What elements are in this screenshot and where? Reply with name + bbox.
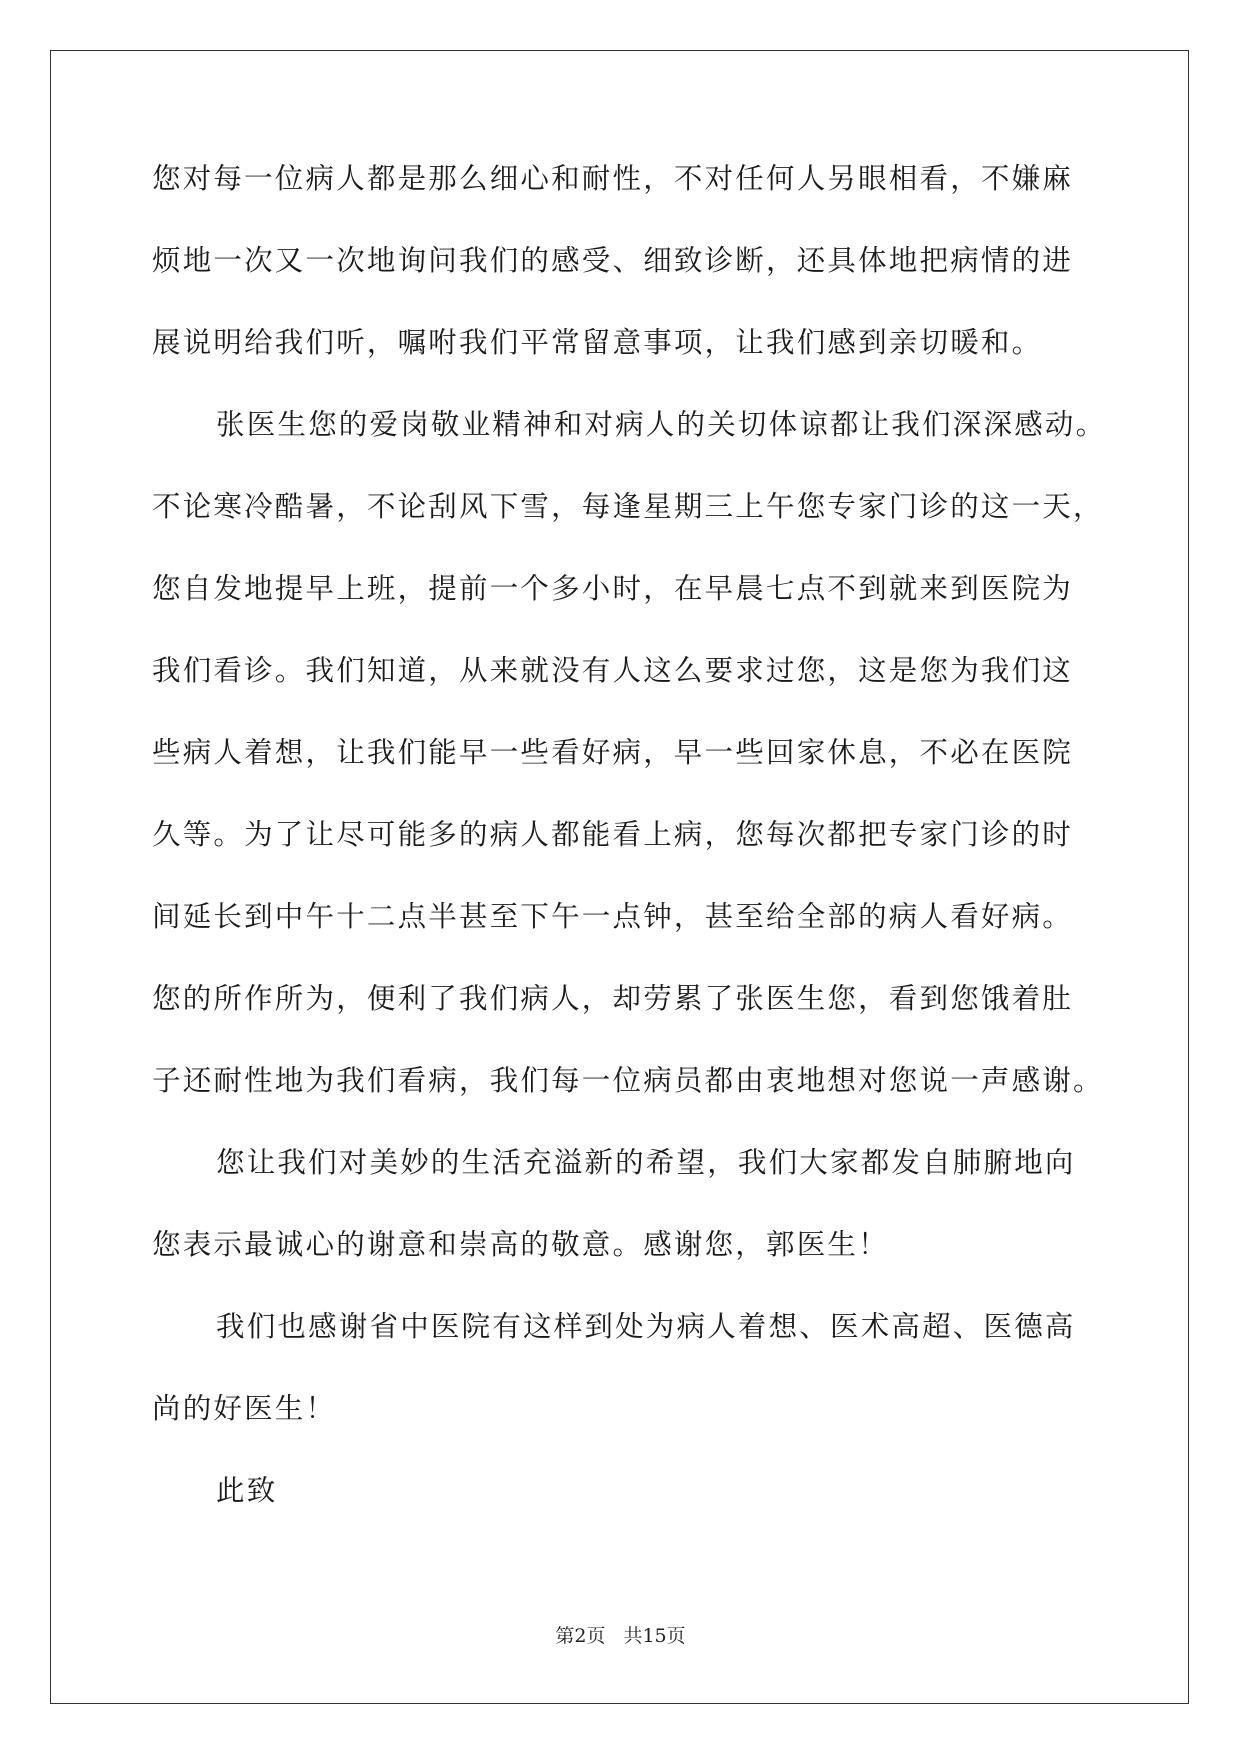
page-number: 第2页 bbox=[555, 1625, 606, 1647]
body-line: 尚的好医生！ bbox=[152, 1392, 337, 1425]
letter-body bbox=[152, 162, 1107, 1556]
body-line: 您自发地提早上班，提前一个多小时，在早晨七点不到就来到医院为 bbox=[152, 572, 1074, 605]
body-line: 您对每一位病人都是那么细心和耐性，不对任何人另眼相看，不嫌麻 bbox=[152, 162, 1074, 195]
body-line: 您表示最诚心的谢意和崇高的敬意。感谢您，郭医生！ bbox=[152, 1228, 889, 1261]
page-footer bbox=[0, 1621, 1241, 1648]
closing-salutation: 此致 bbox=[216, 1474, 278, 1507]
body-line: 我们也感谢省中医院有这样到处为病人着想、医术高超、医德高 bbox=[216, 1310, 1076, 1343]
body-line: 间延长到中午十二点半甚至下午一点钟，甚至给全部的病人看好病。 bbox=[152, 900, 1074, 933]
body-line: 展说明给我们听，嘱咐我们平常留意事项，让我们感到亲切暖和。 bbox=[152, 326, 1043, 359]
total-pages: 共15页 bbox=[623, 1625, 686, 1647]
body-line: 您的所作所为，便利了我们病人，却劳累了张医生您，看到您饿着肚 bbox=[152, 982, 1074, 1015]
body-line: 我们看诊。我们知道，从来就没有人这么要求过您，这是您为我们这 bbox=[152, 654, 1074, 687]
body-line: 烦地一次又一次地询问我们的感受、细致诊断，还具体地把病情的进 bbox=[152, 244, 1074, 277]
body-line: 些病人着想，让我们能早一些看好病，早一些回家休息，不必在医院 bbox=[152, 736, 1074, 769]
body-line: 不论寒冷酷暑，不论刮风下雪，每逢星期三上午您专家门诊的这一天， bbox=[152, 490, 1104, 523]
body-line: 久等。为了让尽可能多的病人都能看上病，您每次都把专家门诊的时 bbox=[152, 818, 1074, 851]
body-line: 子还耐性地为我们看病，我们每一位病员都由衷地想对您说一声感谢。 bbox=[152, 1064, 1104, 1097]
body-line: 张医生您的爱岗敬业精神和对病人的关切体谅都让我们深深感动。 bbox=[216, 408, 1107, 441]
body-line: 您让我们对美妙的生活充溢新的希望，我们大家都发自肺腑地向 bbox=[216, 1146, 1076, 1179]
